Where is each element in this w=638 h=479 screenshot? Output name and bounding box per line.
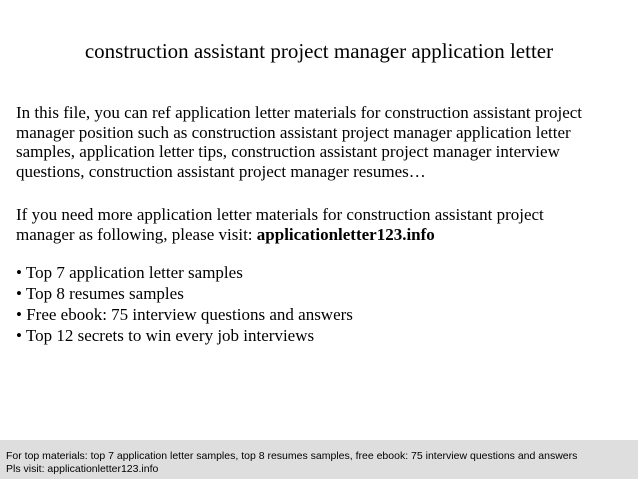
intro-line: samples, application letter tips, construction assistant project manager interview [16,142,560,161]
footer-bar [0,440,638,479]
more-line-prefix: manager as following, please visit: [16,224,257,244]
list-item: • Top 8 resumes samples [16,284,184,303]
intro-line: manager position such as construction assistant project manager application letter [16,122,571,142]
more-line-with-link [16,225,628,245]
list-item: • Top 7 application letter samples [16,263,243,282]
list-item: • Top 12 secrets to win every job interviews [16,326,315,345]
more-line: If you need more application letter materials for construction assistant project [16,205,544,224]
site-link[interactable]: applicationletter123.info [256,224,435,244]
footer-line: For top materials: top 7 application letter samples, top 8 resumes samples, free ebook: 75 interview questions and answers [6,450,578,462]
bullet-list [16,262,353,346]
more-materials-paragraph [16,205,628,244]
footer-line: Pls visit: applicationletter123.info [6,463,159,475]
page-title: construction assistant project manager application letter [84,39,554,63]
list-item: • Free ebook: 75 interview questions and answers [16,305,353,324]
intro-line: questions, construction assistant project manager resumes… [16,161,426,181]
intro-paragraph [16,103,628,181]
intro-line: In this file, you can ref application letter materials for construction assistant project [16,103,583,122]
